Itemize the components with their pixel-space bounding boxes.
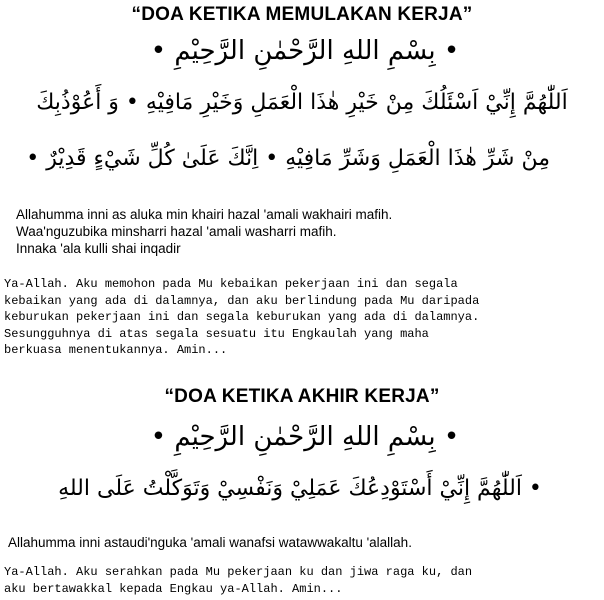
- transliteration-line: Allahumma inni as aluka min khairi hazal 'amali wakhairi mafih.: [16, 207, 393, 222]
- meaning-line: Ya-Allah. Aku memohon pada Mu kebaikan pekerjaan ini dan segala: [4, 277, 458, 291]
- transliteration-line: Innaka 'ala kulli shai inqadir: [16, 241, 181, 256]
- section2-basmalah: • بِسْمِ اللهِ الرَّحْمٰنِ الرَّحِيْمِ •: [150, 422, 460, 452]
- meaning-line: Sesungguhnya di atas segala sesuatu itu Engkaulah yang maha: [4, 326, 429, 341]
- section2-meaning: [4, 564, 602, 597]
- meaning-line: kebaikan yang ada di dalamnya, dan aku berlindung pada Mu daripada: [4, 293, 480, 308]
- section2-transliteration: [8, 534, 588, 551]
- section2-title: “DOA KETIKA AKHIR KERJA”: [164, 386, 440, 407]
- section1-arabic-line-2: مِنْ شَرِّ هٰذَا الْعَمَلِ وَشَرِّ مَافِيْهِ • اِنَّكَ عَلَىٰ كُلِّ شَيْءٍ قَدِيْرٌ •: [26, 146, 550, 171]
- meaning-line: aku bertawakkal kepada Engkau ya-Allah. Amin...: [4, 581, 343, 596]
- meaning-line: Ya-Allah. Aku serahkan pada Mu pekerjaan ku dan jiwa raga ku, dan: [4, 565, 473, 579]
- meaning-line: berkuasa menentukannya. Amin...: [4, 343, 228, 357]
- section2-arabic-line-1: • اَللّٰهُمَّ إِنِّيْ أَسْتَوْدِعُكَ عَمَلِيْ وَنَفْسِيْ وَتَوَكَّلْتُ عَلَى اللهِ: [58, 476, 542, 501]
- transliteration-line: Allahumma inni astaudi'nguka 'amali wanafsi watawwakaltu 'alallah.: [8, 535, 412, 550]
- section1-transliteration: [16, 206, 596, 257]
- meaning-line: keburukan pekerjaan ini dan segala keburukan yang ada di dalamnya.: [4, 310, 480, 324]
- section1-meaning: [4, 276, 602, 359]
- section1-arabic-line-1: اَللّٰهُمَّ إِنِّيْ اَسْئَلُكَ مِنْ خَيْرِ هٰذَا الْعَمَلِ وَخَيْرِ مَافِيْهِ • وَ أَعُوْذُبِكَ: [36, 90, 568, 115]
- section1-title: “DOA KETIKA MEMULAKAN KERJA”: [131, 4, 473, 25]
- section1-basmalah: • بِسْمِ اللهِ الرَّحْمٰنِ الرَّحِيْمِ •: [150, 36, 460, 66]
- transliteration-line: Waa'nguzubika minsharri hazal 'amali washarri mafih.: [16, 224, 337, 239]
